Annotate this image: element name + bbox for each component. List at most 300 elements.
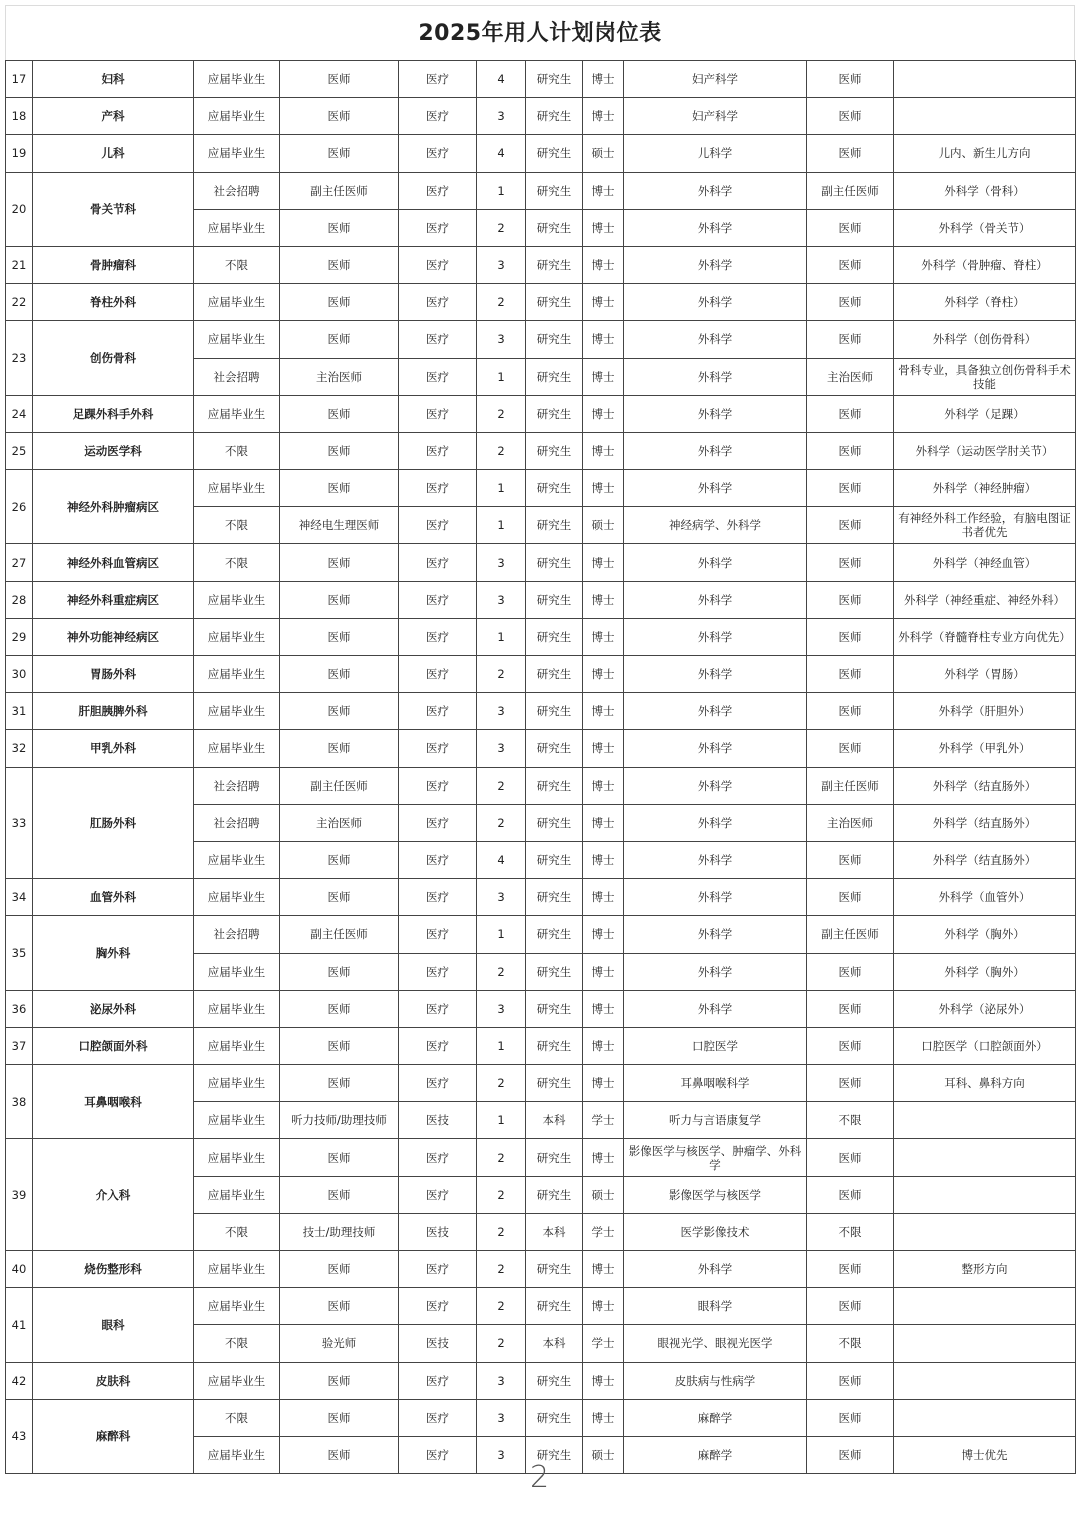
cell-title-required: 主治医师 — [807, 358, 894, 395]
cell-education: 研究生 — [526, 61, 583, 98]
department-name: 血管外科 — [33, 879, 194, 916]
cell-recruit-type: 应届毕业生 — [194, 98, 280, 135]
cell-position: 医师 — [280, 470, 399, 507]
cell-recruit-type: 应届毕业生 — [194, 879, 280, 916]
department-name: 肛肠外科 — [33, 767, 194, 879]
cell-title-required: 不限 — [807, 1213, 894, 1250]
cell-remarks: 外科学（骨科） — [894, 172, 1076, 209]
cell-education: 研究生 — [526, 98, 583, 135]
cell-remarks: 外科学（胃肠） — [894, 656, 1076, 693]
cell-title-required: 医师 — [807, 321, 894, 358]
table-row — [6, 544, 1076, 581]
table-row — [6, 98, 1076, 135]
row-number: 34 — [6, 879, 33, 916]
cell-recruit-type: 应届毕业生 — [194, 730, 280, 767]
cell-category: 医疗 — [399, 432, 477, 469]
cell-position: 医师 — [280, 135, 399, 172]
cell-major: 医学影像技术 — [624, 1213, 807, 1250]
cell-position: 医师 — [280, 1065, 399, 1102]
cell-remarks: 外科学（血管外） — [894, 879, 1076, 916]
cell-headcount: 3 — [477, 1362, 526, 1399]
department-name: 烧伤整形科 — [33, 1251, 194, 1288]
row-number: 30 — [6, 656, 33, 693]
cell-degree: 硕士 — [583, 135, 624, 172]
department-name: 儿科 — [33, 135, 194, 172]
cell-education: 研究生 — [526, 618, 583, 655]
cell-title-required: 医师 — [807, 879, 894, 916]
cell-education: 研究生 — [526, 209, 583, 246]
cell-position: 医师 — [280, 990, 399, 1027]
cell-degree: 博士 — [583, 990, 624, 1027]
cell-recruit-type: 不限 — [194, 246, 280, 283]
cell-recruit-type: 不限 — [194, 1213, 280, 1250]
cell-category: 医疗 — [399, 953, 477, 990]
cell-degree: 博士 — [583, 730, 624, 767]
cell-position: 医师 — [280, 1139, 399, 1176]
cell-degree: 博士 — [583, 470, 624, 507]
cell-degree: 博士 — [583, 656, 624, 693]
cell-position: 医师 — [280, 61, 399, 98]
cell-position: 主治医师 — [280, 804, 399, 841]
department-name: 胸外科 — [33, 916, 194, 990]
cell-degree: 博士 — [583, 395, 624, 432]
cell-position: 听力技师/助理技师 — [280, 1102, 399, 1139]
cell-degree: 博士 — [583, 693, 624, 730]
cell-position: 医师 — [280, 693, 399, 730]
cell-education: 研究生 — [526, 916, 583, 953]
cell-title-required: 医师 — [807, 284, 894, 321]
table-row — [6, 395, 1076, 432]
cell-position: 医师 — [280, 1362, 399, 1399]
cell-headcount: 2 — [477, 767, 526, 804]
department-name: 神经外科重症病区 — [33, 581, 194, 618]
cell-recruit-type: 社会招聘 — [194, 767, 280, 804]
cell-position: 验光师 — [280, 1325, 399, 1362]
cell-remarks — [894, 1325, 1076, 1362]
cell-major: 外科学 — [624, 432, 807, 469]
row-number: 17 — [6, 61, 33, 98]
cell-headcount: 3 — [477, 693, 526, 730]
cell-position: 医师 — [280, 953, 399, 990]
cell-position: 医师 — [280, 395, 399, 432]
cell-title-required: 医师 — [807, 1436, 894, 1473]
cell-title-required: 不限 — [807, 1325, 894, 1362]
table-row — [6, 135, 1076, 172]
cell-recruit-type: 应届毕业生 — [194, 581, 280, 618]
table-row — [6, 1027, 1076, 1064]
row-number: 22 — [6, 284, 33, 321]
cell-title-required: 医师 — [807, 246, 894, 283]
table-row — [6, 618, 1076, 655]
cell-category: 医疗 — [399, 358, 477, 395]
cell-degree: 博士 — [583, 953, 624, 990]
cell-recruit-type: 应届毕业生 — [194, 470, 280, 507]
cell-remarks: 外科学（创伤骨科） — [894, 321, 1076, 358]
cell-title-required: 医师 — [807, 98, 894, 135]
cell-title-required: 医师 — [807, 990, 894, 1027]
table-row — [6, 61, 1076, 98]
table-row — [6, 767, 1076, 804]
cell-position: 医师 — [280, 321, 399, 358]
cell-major: 外科学 — [624, 656, 807, 693]
cell-category: 医疗 — [399, 656, 477, 693]
cell-degree: 博士 — [583, 581, 624, 618]
department-name: 妇科 — [33, 61, 194, 98]
cell-category: 医疗 — [399, 544, 477, 581]
cell-position: 医师 — [280, 1288, 399, 1325]
cell-education: 研究生 — [526, 1251, 583, 1288]
cell-remarks: 外科学（运动医学肘关节） — [894, 432, 1076, 469]
department-name: 介入科 — [33, 1139, 194, 1251]
department-name: 神外功能神经病区 — [33, 618, 194, 655]
page-title: 2025年用人计划岗位表 — [5, 5, 1075, 60]
cell-category: 医疗 — [399, 879, 477, 916]
cell-degree: 博士 — [583, 321, 624, 358]
cell-category: 医技 — [399, 1325, 477, 1362]
cell-major: 外科学 — [624, 990, 807, 1027]
cell-education: 研究生 — [526, 507, 583, 544]
cell-position: 医师 — [280, 246, 399, 283]
cell-position: 副主任医师 — [280, 172, 399, 209]
cell-position: 副主任医师 — [280, 916, 399, 953]
cell-education: 研究生 — [526, 395, 583, 432]
cell-education: 研究生 — [526, 1288, 583, 1325]
cell-headcount: 2 — [477, 1139, 526, 1176]
row-number: 39 — [6, 1139, 33, 1251]
cell-recruit-type: 应届毕业生 — [194, 1065, 280, 1102]
table-row — [6, 1399, 1076, 1436]
cell-education: 研究生 — [526, 321, 583, 358]
table-row — [6, 1251, 1076, 1288]
cell-recruit-type: 社会招聘 — [194, 172, 280, 209]
cell-education: 研究生 — [526, 879, 583, 916]
cell-title-required: 医师 — [807, 953, 894, 990]
cell-degree: 硕士 — [583, 1176, 624, 1213]
cell-degree: 硕士 — [583, 507, 624, 544]
row-number: 40 — [6, 1251, 33, 1288]
cell-recruit-type: 不限 — [194, 507, 280, 544]
cell-category: 医疗 — [399, 1251, 477, 1288]
cell-headcount: 1 — [477, 618, 526, 655]
cell-title-required: 副主任医师 — [807, 916, 894, 953]
cell-education: 研究生 — [526, 135, 583, 172]
cell-category: 医疗 — [399, 730, 477, 767]
cell-remarks: 外科学（结直肠外） — [894, 804, 1076, 841]
cell-category: 医疗 — [399, 172, 477, 209]
cell-headcount: 2 — [477, 953, 526, 990]
cell-education: 研究生 — [526, 470, 583, 507]
cell-remarks — [894, 1399, 1076, 1436]
cell-remarks: 外科学（甲乳外） — [894, 730, 1076, 767]
row-number: 36 — [6, 990, 33, 1027]
cell-education: 研究生 — [526, 284, 583, 321]
cell-remarks: 外科学（脊髓脊柱专业方向优先） — [894, 618, 1076, 655]
cell-headcount: 1 — [477, 470, 526, 507]
cell-headcount: 3 — [477, 581, 526, 618]
document-sheet — [5, 5, 1075, 1474]
cell-remarks — [894, 98, 1076, 135]
cell-recruit-type: 应届毕业生 — [194, 135, 280, 172]
cell-headcount: 1 — [477, 172, 526, 209]
row-number: 32 — [6, 730, 33, 767]
cell-position: 医师 — [280, 618, 399, 655]
cell-category: 医疗 — [399, 1436, 477, 1473]
cell-education: 研究生 — [526, 1436, 583, 1473]
cell-headcount: 3 — [477, 1399, 526, 1436]
cell-category: 医疗 — [399, 470, 477, 507]
cell-education: 研究生 — [526, 804, 583, 841]
cell-headcount: 2 — [477, 395, 526, 432]
cell-remarks — [894, 1288, 1076, 1325]
cell-title-required: 医师 — [807, 1399, 894, 1436]
cell-major: 眼视光学、眼视光医学 — [624, 1325, 807, 1362]
table-row — [6, 990, 1076, 1027]
table-row — [6, 321, 1076, 358]
table-row — [6, 1139, 1076, 1176]
cell-headcount: 1 — [477, 1102, 526, 1139]
cell-recruit-type: 应届毕业生 — [194, 656, 280, 693]
cell-major: 外科学 — [624, 284, 807, 321]
cell-position: 医师 — [280, 730, 399, 767]
cell-title-required: 医师 — [807, 470, 894, 507]
cell-headcount: 4 — [477, 61, 526, 98]
cell-position: 主治医师 — [280, 358, 399, 395]
cell-education: 研究生 — [526, 172, 583, 209]
cell-title-required: 主治医师 — [807, 804, 894, 841]
cell-category: 医疗 — [399, 284, 477, 321]
cell-major: 神经病学、外科学 — [624, 507, 807, 544]
department-name: 脊柱外科 — [33, 284, 194, 321]
cell-recruit-type: 应届毕业生 — [194, 1102, 280, 1139]
cell-position: 医师 — [280, 879, 399, 916]
cell-education: 研究生 — [526, 656, 583, 693]
cell-major: 外科学 — [624, 730, 807, 767]
cell-remarks: 耳科、鼻科方向 — [894, 1065, 1076, 1102]
cell-degree: 博士 — [583, 879, 624, 916]
cell-recruit-type: 应届毕业生 — [194, 953, 280, 990]
cell-major: 影像医学与核医学 — [624, 1176, 807, 1213]
cell-title-required: 医师 — [807, 432, 894, 469]
cell-headcount: 2 — [477, 656, 526, 693]
cell-remarks — [894, 1139, 1076, 1176]
cell-education: 研究生 — [526, 1027, 583, 1064]
table-row — [6, 581, 1076, 618]
cell-remarks: 外科学（骨肿瘤、脊柱） — [894, 246, 1076, 283]
cell-category: 医疗 — [399, 321, 477, 358]
cell-remarks: 外科学（结直肠外） — [894, 767, 1076, 804]
cell-education: 研究生 — [526, 990, 583, 1027]
cell-major: 外科学 — [624, 841, 807, 878]
cell-title-required: 医师 — [807, 841, 894, 878]
cell-category: 医技 — [399, 1213, 477, 1250]
cell-education: 本科 — [526, 1325, 583, 1362]
cell-recruit-type: 不限 — [194, 1399, 280, 1436]
cell-title-required: 医师 — [807, 693, 894, 730]
cell-headcount: 2 — [477, 804, 526, 841]
cell-title-required: 医师 — [807, 1065, 894, 1102]
cell-recruit-type: 不限 — [194, 1325, 280, 1362]
department-name: 甲乳外科 — [33, 730, 194, 767]
cell-title-required: 医师 — [807, 1176, 894, 1213]
cell-remarks: 外科学（胸外） — [894, 953, 1076, 990]
cell-degree: 博士 — [583, 1288, 624, 1325]
cell-headcount: 3 — [477, 544, 526, 581]
cell-remarks: 博士优先 — [894, 1436, 1076, 1473]
cell-position: 医师 — [280, 1399, 399, 1436]
cell-major: 麻醉学 — [624, 1399, 807, 1436]
department-name: 泌尿外科 — [33, 990, 194, 1027]
cell-education: 本科 — [526, 1213, 583, 1250]
cell-remarks: 儿内、新生儿方向 — [894, 135, 1076, 172]
cell-recruit-type: 应届毕业生 — [194, 1362, 280, 1399]
department-name: 神经外科肿瘤病区 — [33, 470, 194, 544]
cell-title-required: 医师 — [807, 61, 894, 98]
cell-degree: 博士 — [583, 841, 624, 878]
cell-category: 医疗 — [399, 209, 477, 246]
cell-major: 外科学 — [624, 618, 807, 655]
cell-recruit-type: 应届毕业生 — [194, 1027, 280, 1064]
cell-remarks: 外科学（泌尿外） — [894, 990, 1076, 1027]
cell-education: 研究生 — [526, 246, 583, 283]
cell-degree: 博士 — [583, 767, 624, 804]
cell-degree: 学士 — [583, 1325, 624, 1362]
cell-major: 外科学 — [624, 358, 807, 395]
row-number: 33 — [6, 767, 33, 879]
cell-major: 耳鼻咽喉科学 — [624, 1065, 807, 1102]
cell-education: 研究生 — [526, 1065, 583, 1102]
cell-degree: 博士 — [583, 804, 624, 841]
cell-headcount: 1 — [477, 358, 526, 395]
cell-headcount: 2 — [477, 1251, 526, 1288]
cell-major: 外科学 — [624, 693, 807, 730]
cell-headcount: 1 — [477, 507, 526, 544]
cell-major: 外科学 — [624, 470, 807, 507]
table-row — [6, 916, 1076, 953]
cell-title-required: 副主任医师 — [807, 172, 894, 209]
row-number: 31 — [6, 693, 33, 730]
cell-remarks: 外科学（胸外） — [894, 916, 1076, 953]
cell-headcount: 3 — [477, 321, 526, 358]
cell-title-required: 医师 — [807, 730, 894, 767]
cell-major: 外科学 — [624, 1251, 807, 1288]
cell-remarks: 骨科专业，具备独立创伤骨科手术技能 — [894, 358, 1076, 395]
cell-category: 医疗 — [399, 804, 477, 841]
cell-major: 妇产科学 — [624, 61, 807, 98]
row-number: 27 — [6, 544, 33, 581]
cell-degree: 博士 — [583, 1065, 624, 1102]
table-row — [6, 1288, 1076, 1325]
cell-recruit-type: 应届毕业生 — [194, 61, 280, 98]
cell-headcount: 3 — [477, 879, 526, 916]
cell-headcount: 2 — [477, 1065, 526, 1102]
page-number: 2 — [530, 1460, 550, 1495]
cell-remarks: 外科学（神经血管） — [894, 544, 1076, 581]
cell-education: 研究生 — [526, 693, 583, 730]
cell-degree: 博士 — [583, 209, 624, 246]
cell-title-required: 医师 — [807, 581, 894, 618]
cell-position: 医师 — [280, 1176, 399, 1213]
cell-education: 研究生 — [526, 544, 583, 581]
cell-recruit-type: 应届毕业生 — [194, 1139, 280, 1176]
cell-position: 医师 — [280, 432, 399, 469]
row-number: 24 — [6, 395, 33, 432]
cell-education: 研究生 — [526, 581, 583, 618]
cell-position: 技士/助理技师 — [280, 1213, 399, 1250]
cell-major: 外科学 — [624, 767, 807, 804]
cell-remarks: 外科学（骨关节） — [894, 209, 1076, 246]
table-row — [6, 172, 1076, 209]
cell-education: 研究生 — [526, 767, 583, 804]
cell-category: 医疗 — [399, 61, 477, 98]
cell-recruit-type: 应届毕业生 — [194, 395, 280, 432]
cell-major: 口腔医学 — [624, 1027, 807, 1064]
cell-category: 医疗 — [399, 693, 477, 730]
cell-headcount: 3 — [477, 990, 526, 1027]
cell-recruit-type: 应届毕业生 — [194, 209, 280, 246]
row-number: 23 — [6, 321, 33, 395]
cell-recruit-type: 社会招聘 — [194, 916, 280, 953]
cell-recruit-type: 应届毕业生 — [194, 1176, 280, 1213]
cell-position: 医师 — [280, 1027, 399, 1064]
cell-degree: 博士 — [583, 544, 624, 581]
cell-position: 副主任医师 — [280, 767, 399, 804]
cell-category: 医疗 — [399, 98, 477, 135]
cell-position: 医师 — [280, 656, 399, 693]
cell-recruit-type: 应届毕业生 — [194, 1436, 280, 1473]
row-number: 41 — [6, 1288, 33, 1362]
cell-recruit-type: 社会招聘 — [194, 804, 280, 841]
cell-title-required: 医师 — [807, 1027, 894, 1064]
cell-major: 外科学 — [624, 172, 807, 209]
cell-title-required: 不限 — [807, 1102, 894, 1139]
cell-degree: 学士 — [583, 1213, 624, 1250]
cell-title-required: 副主任医师 — [807, 767, 894, 804]
cell-degree: 博士 — [583, 1251, 624, 1288]
department-name: 麻醉科 — [33, 1399, 194, 1473]
cell-title-required: 医师 — [807, 209, 894, 246]
cell-position: 医师 — [280, 209, 399, 246]
cell-major: 妇产科学 — [624, 98, 807, 135]
cell-major: 皮肤病与性病学 — [624, 1362, 807, 1399]
cell-degree: 博士 — [583, 618, 624, 655]
cell-title-required: 医师 — [807, 1288, 894, 1325]
table-row — [6, 730, 1076, 767]
cell-recruit-type: 应届毕业生 — [194, 693, 280, 730]
cell-remarks: 外科学（结直肠外） — [894, 841, 1076, 878]
row-number: 35 — [6, 916, 33, 990]
table-row — [6, 284, 1076, 321]
cell-position: 医师 — [280, 544, 399, 581]
cell-education: 本科 — [526, 1102, 583, 1139]
department-name: 骨关节科 — [33, 172, 194, 246]
cell-degree: 博士 — [583, 358, 624, 395]
row-number: 37 — [6, 1027, 33, 1064]
row-number: 18 — [6, 98, 33, 135]
cell-education: 研究生 — [526, 730, 583, 767]
cell-position: 医师 — [280, 1436, 399, 1473]
cell-degree: 学士 — [583, 1102, 624, 1139]
cell-recruit-type: 应届毕业生 — [194, 1288, 280, 1325]
cell-title-required: 医师 — [807, 507, 894, 544]
cell-category: 医疗 — [399, 1027, 477, 1064]
cell-remarks: 外科学（神经肿瘤） — [894, 470, 1076, 507]
cell-major: 外科学 — [624, 321, 807, 358]
cell-category: 医疗 — [399, 135, 477, 172]
department-name: 足踝外科手外科 — [33, 395, 194, 432]
department-name: 创伤骨科 — [33, 321, 194, 395]
cell-degree: 博士 — [583, 1399, 624, 1436]
row-number: 21 — [6, 246, 33, 283]
